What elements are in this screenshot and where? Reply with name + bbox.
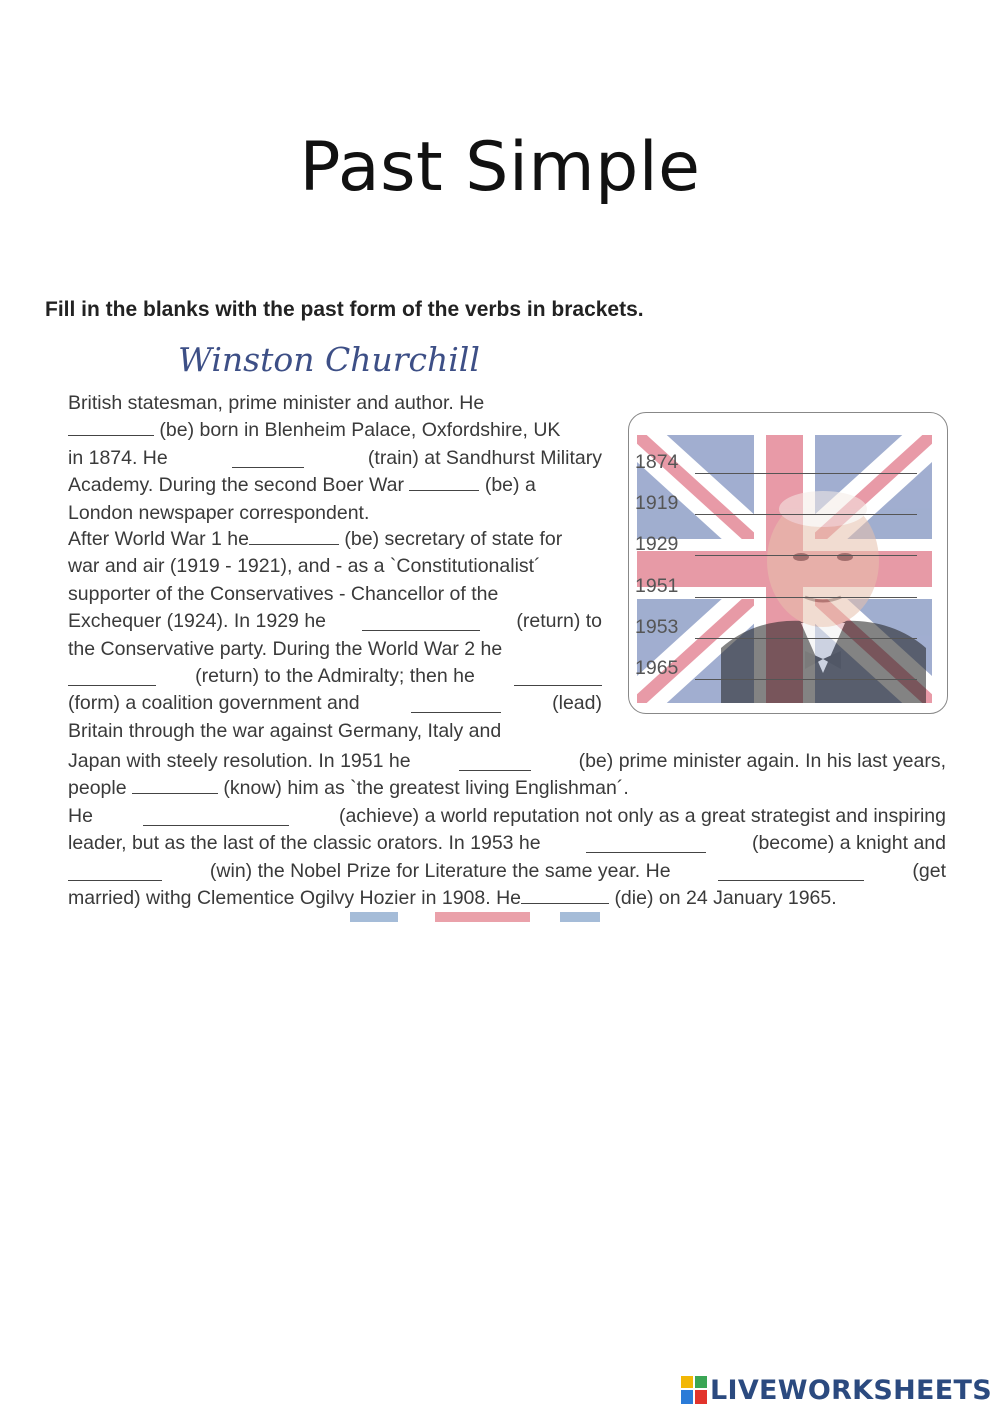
timeline-answer-blank[interactable]: [695, 679, 917, 680]
text-line: (form) a coalition government and (lead): [68, 692, 602, 715]
answer-blank[interactable]: [68, 667, 156, 686]
text-line: in 1874. He (train) at Sandhurst Military: [68, 446, 602, 469]
timeline-answer-blank[interactable]: [695, 638, 917, 639]
text-line: Academy. During the second Boer War (be) a: [68, 474, 536, 497]
timeline-year: 1929: [635, 533, 679, 556]
timeline-answer-blank[interactable]: [695, 597, 917, 598]
subject-heading: Winston Churchill: [178, 340, 480, 379]
answer-blank[interactable]: [362, 612, 480, 631]
text-line: leader, but as the last of the classic orators. In 1953 he (become) a knight and: [68, 832, 946, 855]
page-title: Past Simple: [299, 128, 701, 207]
text-line: (be) born in Blenheim Palace, Oxfordshire, UK: [68, 417, 602, 444]
text-line: the Conservative party. During the World War 2 he: [68, 637, 503, 660]
liveworksheets-logo-icon: [681, 1376, 707, 1404]
paragraph-2: [68, 526, 602, 745]
paragraph-3: [68, 748, 946, 912]
text-line: Japan with steely resolution. In 1951 he (be) prime minister again. In his last years,: [68, 750, 946, 772]
timeline-card: [628, 412, 948, 714]
text-line: war and air (1919 - 1921), and - as a `Constitutionalist´: [68, 555, 541, 578]
text-line: married) withg Clementice Ogilvy Hozier in 1908. He (die) on 24 January 1965.: [68, 887, 837, 910]
liveworksheets-brand[interactable]: [681, 1372, 992, 1408]
timeline-year: 1919: [635, 492, 679, 515]
text-line: supporter of the Conservatives - Chancellor of the: [68, 582, 499, 605]
text-line: British statesman, prime minister and author. He: [68, 392, 485, 414]
text-line: He (achieve) a world reputation not only as a great strategist and inspiring: [68, 804, 946, 827]
text-line: Exchequer (1924). In 1929 he (return) to: [68, 610, 602, 633]
text-line: people (know) him as `the greatest living Englishman´.: [68, 777, 629, 800]
answer-blank[interactable]: [409, 472, 479, 491]
churchill-portrait-image: [721, 473, 926, 703]
timeline-year: 1965: [635, 656, 679, 679]
answer-blank[interactable]: [718, 862, 864, 881]
brand-name: LIVEWORKSHEETS: [709, 1374, 992, 1406]
text-line: Britain through the war against Germany, Italy and: [68, 719, 502, 742]
text-line: After World War 1 he (be) secretary of state for: [68, 528, 563, 550]
timeline-answer-blank[interactable]: [695, 514, 917, 515]
instruction-text: Fill in the blanks with the past form of the verbs in brackets.: [45, 298, 644, 321]
answer-blank[interactable]: [232, 449, 304, 468]
answer-blank[interactable]: [521, 885, 609, 904]
text-line: London newspaper correspondent.: [68, 501, 370, 524]
answer-blank[interactable]: [514, 667, 602, 686]
timeline-answer-blank[interactable]: [695, 473, 917, 474]
paragraph-1: [68, 390, 602, 527]
timeline-year: 1874: [635, 451, 679, 473]
timeline-year: 1951: [635, 574, 679, 597]
answer-blank[interactable]: [411, 694, 501, 713]
answer-blank[interactable]: [459, 752, 531, 771]
text-line: (win) the Nobel Prize for Literature the same year. He (get: [68, 858, 946, 885]
answer-blank[interactable]: [586, 834, 706, 853]
answer-blank[interactable]: [68, 417, 154, 436]
timeline-answer-blank[interactable]: [695, 555, 917, 556]
answer-blank[interactable]: [68, 862, 162, 881]
text-line: (return) to the Admiralty; then he: [68, 663, 602, 690]
answer-blank[interactable]: [132, 775, 218, 794]
flag-fragment-decoration: [350, 912, 610, 922]
timeline-year: 1953: [635, 615, 679, 638]
answer-blank[interactable]: [249, 526, 339, 545]
answer-blank[interactable]: [143, 807, 289, 826]
